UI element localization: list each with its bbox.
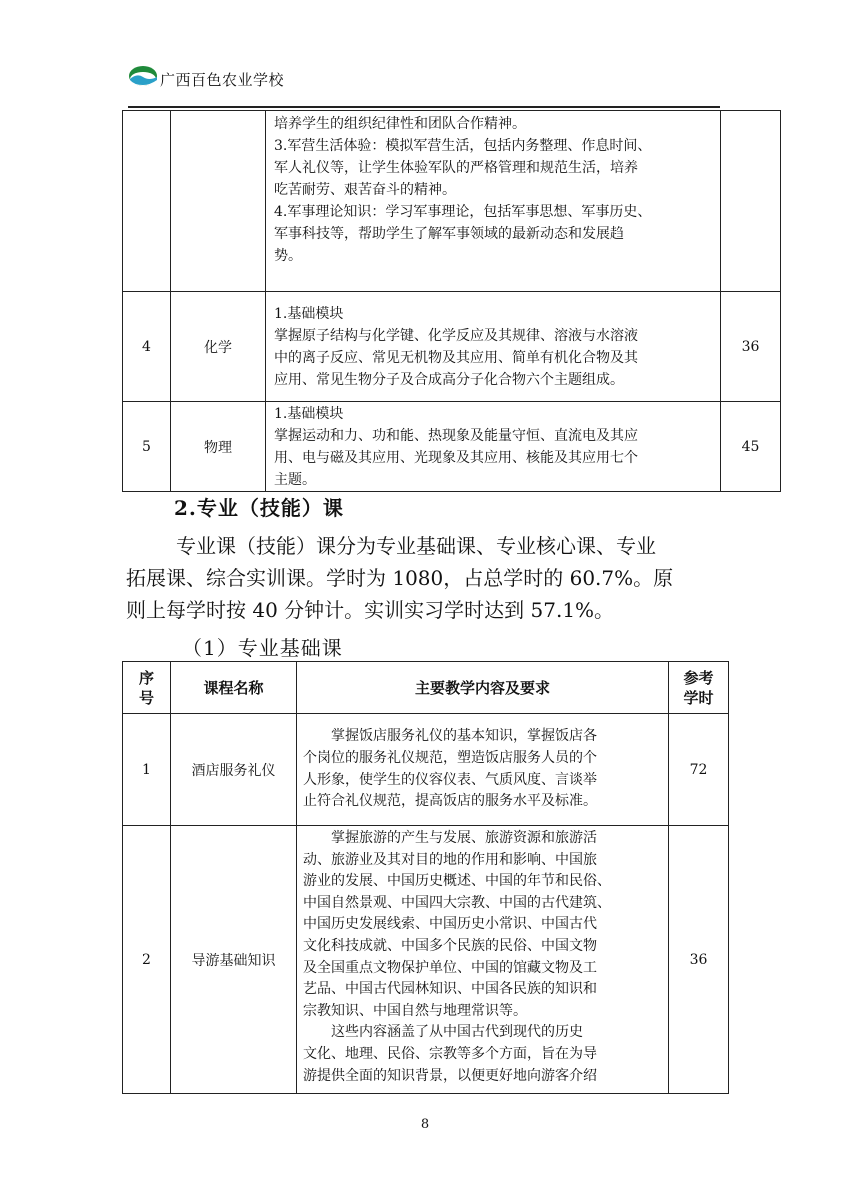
course-name: 化学: [171, 292, 266, 402]
header-content: 主要教学内容及要求: [297, 662, 669, 714]
content-line: 掌握运动和力、功和能、热现象及能量守恒、直流电及其应: [274, 427, 638, 444]
table-row: [123, 111, 781, 292]
course-name: 导游基础知识: [171, 826, 297, 1094]
content-line: 中国自然景观、中国四大宗教、中国的古代建筑、: [303, 894, 611, 911]
course-number: 5: [123, 402, 171, 492]
course-number: [123, 111, 171, 292]
content-line: 止符合礼仪规范，提高饭店的服务水平及标准。: [303, 793, 597, 810]
content-line: 中国历史发展线索、中国历史小常识、中国古代: [303, 916, 597, 933]
header-hours: [669, 662, 729, 714]
header-number-line2: 号: [138, 688, 154, 707]
content-line: 中的离子反应、常见无机物及其应用、简单有机化合物及其: [274, 349, 638, 366]
content-line: 及全国重点文物保护单位、中国的馆藏文物及工: [303, 959, 597, 976]
header-number-line1: 序: [138, 668, 154, 687]
school-name: 广西百色农业学校: [160, 71, 285, 89]
curriculum-table-continued: [122, 110, 781, 492]
header-hours-line1: 参考: [683, 668, 714, 687]
content-line: 个岗位的服务礼仪规范，塑造饭店服务人员的个: [303, 749, 597, 766]
content-line: 应用、常见生物分子及合成高分子化合物六个主题组成。: [274, 371, 624, 388]
course-number: 1: [123, 714, 171, 826]
course-content: [297, 826, 669, 1094]
paragraph-line: 专业课（技能）课分为专业基础课、专业核心课、专业: [176, 534, 656, 558]
content-line: 掌握原子结构与化学键、化学反应及其规律、溶液与水溶液: [274, 327, 638, 344]
header-hours-line2: 学时: [683, 688, 714, 707]
foundation-courses-table: [122, 661, 729, 1094]
content-line: 势。: [274, 248, 302, 264]
school-logo-icon: [128, 64, 160, 88]
content-line: 人形象，使学生的仪容仪表、气质风度、言谈举: [303, 771, 597, 788]
content-line: 文化科技成就、中国多个民族的民俗、中国文物: [303, 937, 597, 954]
section-paragraph: [126, 530, 726, 626]
table-row: [123, 292, 781, 402]
content-line: 主题。: [274, 471, 316, 488]
course-hours: 36: [669, 826, 729, 1094]
section-heading: 2.专业（技能）课: [174, 496, 344, 520]
table-row: [123, 826, 729, 1094]
content-line: 1.基础模块: [274, 305, 344, 322]
content-line: 军人礼仪等，让学生体验军队的严格管理和规范生活，培养: [274, 160, 638, 176]
table-row: [123, 402, 781, 492]
course-name: 酒店服务礼仪: [171, 714, 297, 826]
content-line: 游提供全面的知识背景，以便更好地向游客介绍: [303, 1067, 597, 1084]
content-line: 动、旅游业及其对目的地的作用和影响、中国旅: [303, 851, 597, 868]
header-rule: [128, 106, 720, 108]
content-line: 艺品、中国古代园林知识、中国各民族的知识和: [303, 981, 597, 998]
course-content: [266, 402, 721, 492]
course-content: [266, 292, 721, 402]
table-header-row: [123, 662, 729, 714]
paragraph-line: 拓展课、综合实训课。学时为 1080，占总学时的 60.7%。原: [126, 566, 674, 590]
content-line: 这些内容涵盖了从中国古代到现代的历史: [331, 1024, 583, 1041]
content-line: 3.军营生活体验：模拟军营生活，包括内务整理、作息时间、: [274, 138, 652, 154]
content-line: 军事科技等，帮助学生了解军事领域的最新动态和发展趋: [274, 226, 624, 242]
content-line: 掌握饭店服务礼仪的基本知识，掌握饭店各: [331, 728, 597, 745]
header-course-name: 课程名称: [171, 662, 297, 714]
content-line: 掌握旅游的产生与发展、旅游资源和旅游活: [331, 830, 597, 846]
content-line: 培养学生的组织纪律性和团队合作精神。: [274, 116, 526, 132]
paragraph-line: 则上每学时按 40 分钟计。实训实习学时达到 57.1%。: [126, 598, 615, 622]
course-number: 2: [123, 826, 171, 1094]
subsection-heading: （1）专业基础课: [182, 636, 343, 660]
course-name: [171, 111, 266, 292]
course-content: [266, 111, 721, 292]
course-hours: 36: [721, 292, 781, 402]
content-line: 4.军事理论知识：学习军事理论，包括军事思想、军事历史、: [274, 204, 652, 220]
header-number: [123, 662, 171, 714]
content-line: 1.基础模块: [274, 405, 344, 422]
table-row: [123, 714, 729, 826]
page-header: [128, 60, 720, 110]
course-hours: 72: [669, 714, 729, 826]
page-number: 8: [420, 1117, 430, 1132]
content-line: 吃苦耐劳、艰苦奋斗的精神。: [274, 182, 456, 198]
content-line: 用、电与磁及其应用、光现象及其应用、核能及其应用七个: [274, 449, 638, 466]
course-name: 物理: [171, 402, 266, 492]
course-hours: [721, 111, 781, 292]
content-line: 游业的发展、中国历史概述、中国的年节和民俗、: [303, 873, 611, 890]
course-content: [297, 714, 669, 826]
course-hours: 45: [721, 402, 781, 492]
content-line: 宗教知识、中国自然与地理常识等。: [303, 1002, 527, 1019]
content-line: 文化、地理、民俗、宗教等多个方面，旨在为导: [303, 1045, 597, 1062]
course-number: 4: [123, 292, 171, 402]
